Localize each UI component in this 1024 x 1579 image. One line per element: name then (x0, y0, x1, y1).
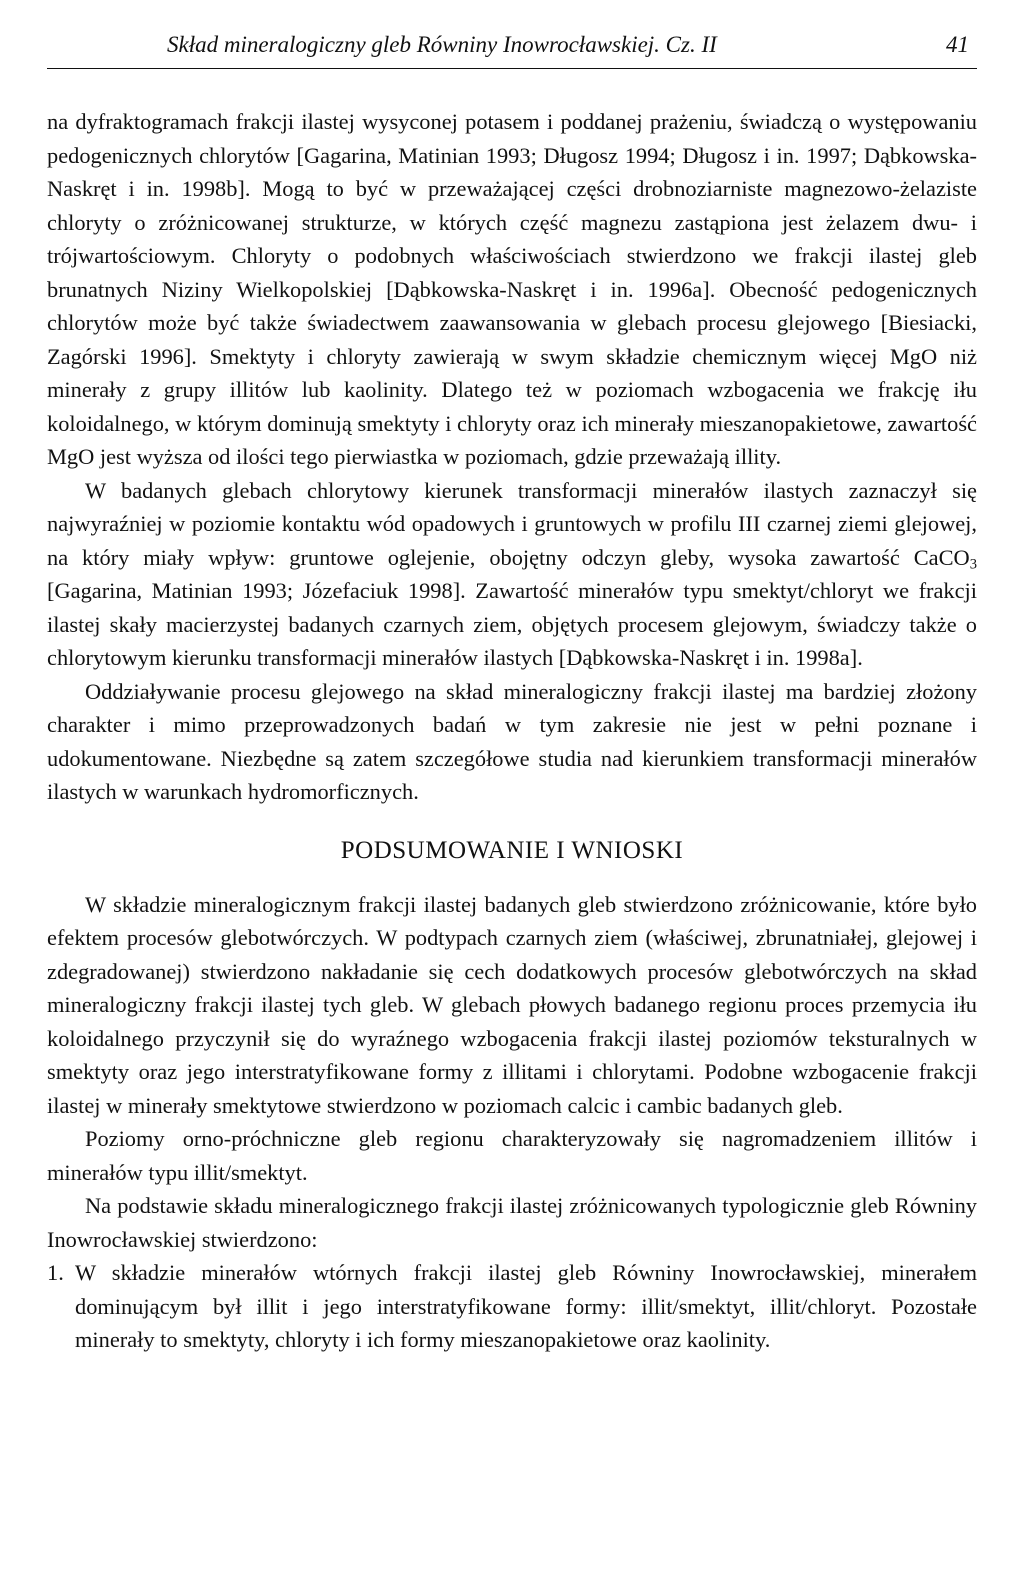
list-item-number: 1. (47, 1260, 64, 1285)
summary-paragraph: Poziomy orno-próchniczne gleb regionu charakteryzowały się nagromadzeniem illitów i minerałów typu illit/smektyt. (47, 1126, 977, 1185)
paragraph-chlorite-transformation (47, 474, 977, 675)
paragraph-text: [Gagarina, Matinian 1993; Józefaciuk 1998]. Zawartość minerałów typu smektyt/chloryt we frakcji ilastej skały macierzystej badanych czarnych ziem, objętych procesem glejowym, świadczy także o chlorytowym kierunku transformacji minerałów ilastych [Dąbkowska-Naskręt i in. 1998a]. (47, 578, 977, 670)
summary-paragraph: Na podstawie składu mineralogicznego frakcji ilastej zróżnicowanych typologicznie gleb Równiny Inowrocławskiej stwierdzono: (47, 1193, 977, 1252)
section-heading: PODSUMOWANIE I WNIOSKI (340, 836, 684, 864)
paragraph-text: W badanych glebach chlorytowy kierunek transformacji minerałów ilastych zaznaczył się najwyraźniej w poziomie kontaktu wód opadowych i gruntowych w profilu III czarnej ziemi glejowej, na który miały wpływ: gruntowe oglejenie, obojętny odczyn gleby, wysoka zawartość CaCO (47, 477, 977, 570)
paragraph-continuation: na dyfraktogramach frakcji ilastej wysyconej potasem i poddanej prażeniu, świadczą o występowaniu pedogenicznych chlorytów [Gagarina, Matinian 1993; Długosz 1994; Długosz i in. 1997; Dąbkowska-Naskręt i in. 1998b]. Mogą to być w przeważającej części drobnoziarniste magnezowo-żelaziste chloryty o zróżnicowanej strukturze, w których część magnezu zastąpiona jest żelazem dwu- i trójwartościowym. Chloryty o podobnych właściwościach stwierdzono we frakcji ilastej gleb brunatnych Niziny Wielkopolskiej [Dąbkowska-Naskręt i in. 1996a]. Obecność pedogenicznych chlorytów może być także świadectwem zaawansowania w glebach procesu glejowego [Biesiacki, Zagórski 1996]. Smektyty i chloryty zawierają w swym składzie chemicznym więcej MgO niż minerały z grupy illitów lub kaolinity. Dlatego też w poziomach wzbogacenia we frakcję iłu koloidalnego, w którym dominują smektyty i chloryty oraz ich minerały mieszanopakietowe, zawartość MgO jest wyższa od ilości tego pierwiastka w poziomach, gdzie przeważają illity. (47, 109, 977, 469)
list-item-text: W składzie minerałów wtórnych frakcji ilastej gleb Równiny Inowrocławskiej, minerałem dominującym był illit i jego interstratyfikowane formy: illit/smektyt, illit/chloryt. Pozostałe minerały to smektyty, chloryty i ich formy mieszanopakietowe oraz kaolinity. (75, 1260, 977, 1352)
subscript: 3 (969, 556, 977, 573)
running-title: Skład mineralogiczny gleb Równiny Inowrocławskiej. Cz. II (167, 32, 717, 57)
body-text (47, 105, 977, 1357)
paragraph-gley-process: Oddziaływanie procesu glejowego na skład mineralogiczny frakcji ilastej ma bardziej złożony charakter i mimo przeprowadzonych badań w tym zakresie nie jest w pełni poznane i udokumentowane. Niezbędne są zatem szczegółowe studia nad kierunkiem transformacji minerałów ilastych w warunkach hydromorficznych. (47, 678, 977, 804)
summary-paragraph: W składzie mineralogicznym frakcji ilastej badanych gleb stwierdzono zróżnicowanie, które było efektem procesów glebotwórczych. W podtypach czarnych ziem (właściwej, zbrunatniałej, glejowej i zdegradowanej) stwierdzono nakładanie się cech dodatkowych procesów glebotwórczych na skład mineralogiczny frakcji ilastej tych gleb. W glebach płowych badanego regionu proces przemycia iłu koloidalnego przyczynił się do wyraźnego wzbogacenia frakcji ilastej poziomów teksturalnych w smektyty oraz jego interstratyfikowane formy z illitami i chlorytami. Podobne wzbogacenie frakcji ilastej w minerały smektytowe stwierdzono w poziomach calcic i cambic badanych gleb. (47, 891, 977, 1118)
numbered-list-item (47, 1256, 977, 1357)
page-number: 41 (946, 32, 969, 57)
running-header (47, 30, 977, 69)
